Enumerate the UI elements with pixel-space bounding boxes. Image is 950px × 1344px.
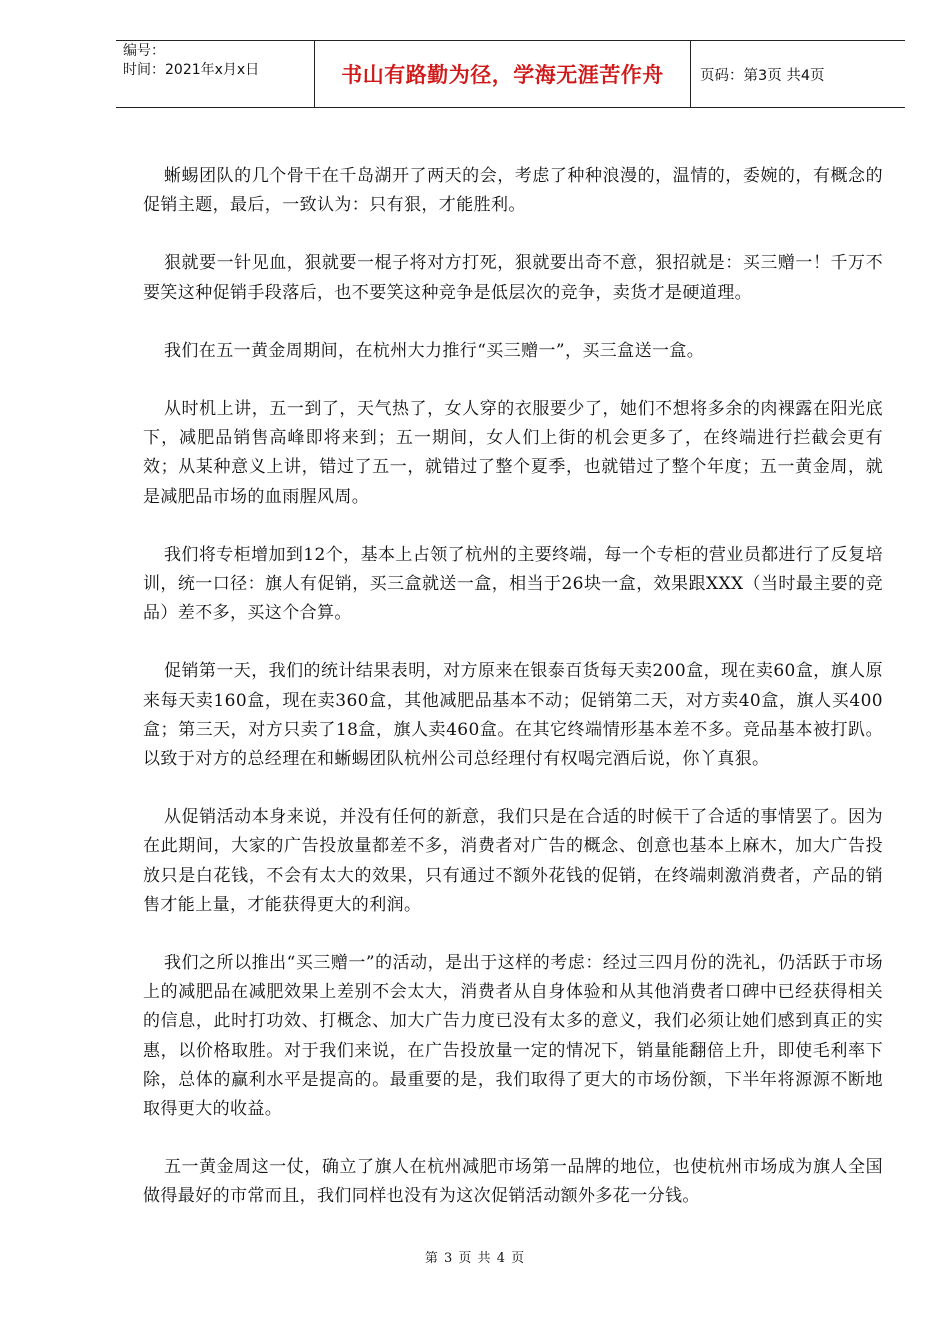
paragraph: 从促销活动本身来说，并没有任何的新意，我们只是在合适的时候干了合适的事情罢了。因为在此期间，大家的广告投放量都差不多，消费者对广告的概念、创意也基本上麻木，加大广告投放只是白花钱，不会有太大的效果，只有通过不额外花钱的促销，在终端刺激消费者，产品的销售才能上量，才能获得更大的利润。 bbox=[143, 807, 883, 915]
page-footer: 第 3 页 共 4 页 bbox=[424, 1251, 526, 1266]
paragraph: 狠就要一针见血，狠就要一棍子将对方打死，狠就要出奇不意，狠招就是：买三赠一！千万不要笑这种促销手段落后，也不要笑这种竞争是低层次的竞争，卖货才是硬道理。 bbox=[143, 253, 883, 303]
paragraph: 蜥蜴团队的几个骨干在千岛湖开了两天的会，考虑了种种浪漫的，温情的，委婉的，有概念的促销主题，最后，一致认为：只有狠，才能胜利。 bbox=[143, 166, 883, 216]
document-time: 时间：2021年x月x日 bbox=[123, 62, 260, 78]
paragraph: 我们在五一黄金周期间，在杭州大力推行“买三赠一”，买三盒送一盒。 bbox=[164, 340, 705, 361]
header-meta bbox=[116, 41, 315, 107]
document-number-label: 编号： bbox=[123, 43, 165, 59]
document-body bbox=[143, 162, 883, 1241]
paragraph: 从时机上讲，五一到了，天气热了，女人穿的衣服要少了，她们不想将多余的肉裸露在阳光底下，减肥品销售高峰即将来到；五一期间，女人们上街的机会更多了，在终端进行拦截会更有效；从某种意义上讲，错过了五一，就错过了整个夏季，也就错过了整个年度；五一黄金周，就是减肥品市场的血雨腥风周。 bbox=[143, 399, 883, 507]
header-page-info: 页码：第3页 共4页 bbox=[700, 67, 825, 84]
paragraph: 我们将专柜增加到12个，基本上占领了杭州的主要终端，每一个专柜的营业员都进行了反复培训，统一口径：旗人有促销，买三盒就送一盒，相当于26块一盒，效果跟XXX（当时最主要的竞品）差不多，买这个合算。 bbox=[143, 544, 883, 624]
paragraph: 我们之所以推出“买三赠一”的活动，是出于这样的考虑：经过三四月份的洗礼，仍活跃于市场上的减肥品在减肥效果上差别不会太大，消费者从自身体验和从其他消费者口碑中已经获得相关的信息，此时打功效、打概念、加大广告力度已没有太多的意义，我们必须让她们感到真正的实惠，以价格取胜。对于我们来说，在广告投放量一定的情况下，销量能翻倍上升，即使毛利率下除，总体的赢利水平是提高的。最重要的是，我们取得了更大的市场份额，下半年将源源不断地取得更大的收益。 bbox=[143, 953, 883, 1120]
paragraph: 促销第一天，我们的统计结果表明，对方原来在银泰百货每天卖200盒，现在卖60盒，旗人原来每天卖160盒，现在卖360盒，其他减肥品基本不动；促销第二天，对方卖40盒，旗人买400盒；第三天，对方只卖了18盒，旗人卖460盒。在其它终端情形基本差不多。竞品基本被打趴。以致于对方的总经理在和蜥蜴团队杭州公司总经理付有权喝完酒后说，你丫真狠。 bbox=[143, 661, 883, 770]
paragraph: 五一黄金周这一仗，确立了旗人在杭州减肥市场第一品牌的地位，也使杭州市场成为旗人全国做得最好的市常而且，我们同样也没有为这次促销活动额外多花一分钱。 bbox=[143, 1157, 883, 1207]
page-header bbox=[116, 40, 905, 108]
header-motto: 书山有路勤为径，学海无涯苦作舟 bbox=[315, 41, 691, 107]
